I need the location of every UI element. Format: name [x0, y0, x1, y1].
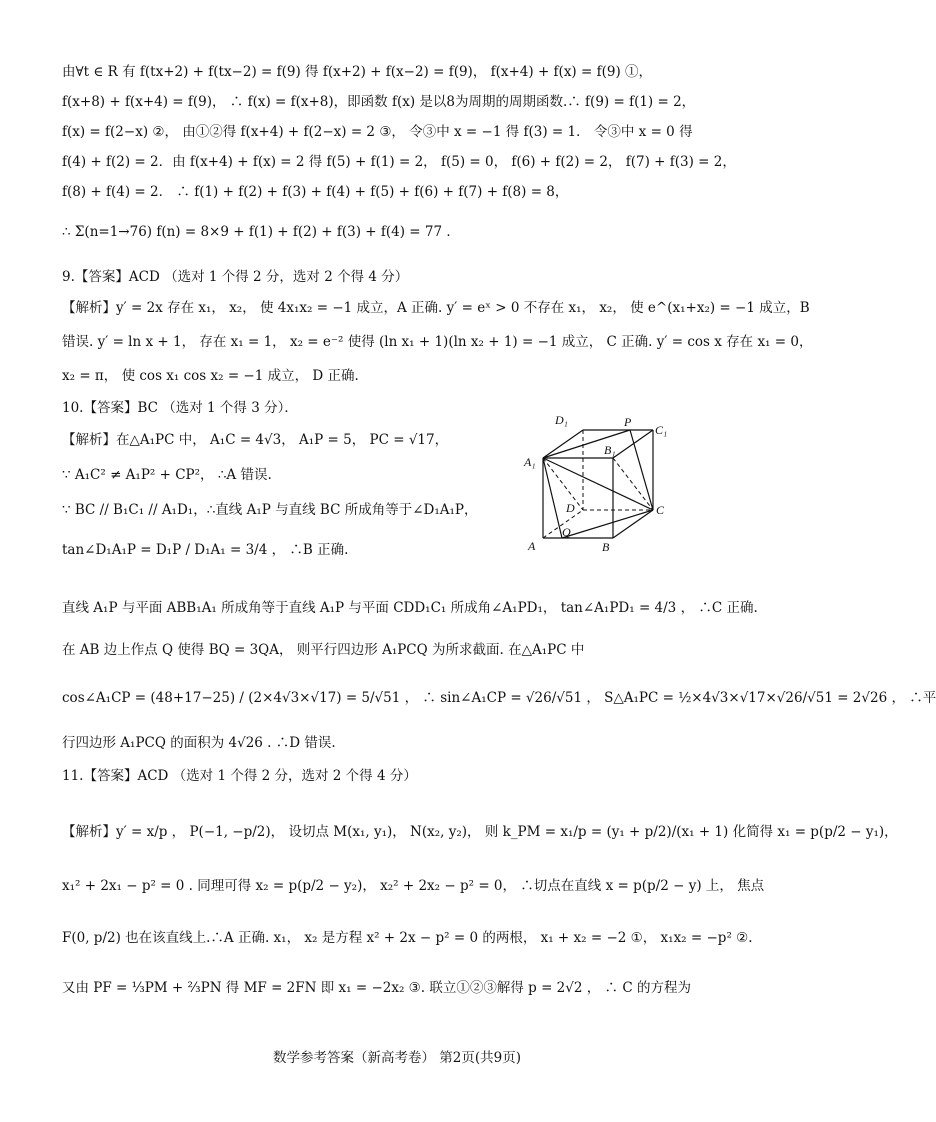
text-line: f(x) = f(2−x) ②， 由①②得 f(x+4) + f(2−x) = 2 ③， 令③中 x = −1 得 f(3) = 1． 令③中 x = 0 得 — [62, 124, 693, 140]
text-line: 【解析】在△A₁PC 中， A₁C = 4√3， A₁P = 5， PC = √17， — [62, 432, 449, 448]
text-line: 由∀t ∈ R 有 f(tx+2) + f(tx−2) = f(9) 得 f(x+2) + f(x−2) = f(9)， f(x+4) + f(x) = f(9) ①， — [62, 64, 652, 80]
text-line: cos∠A₁CP = (48+17−25) / (2×4√3×√17) = 5/√51 ， ∴ sin∠A₁CP = √26/√51 ， S△A₁PC = ½×4√3×√17×√26/√51 = 2√26 ， ∴平 — [62, 690, 936, 706]
label-B: B — [602, 540, 610, 554]
label-A: A — [528, 539, 536, 553]
summation-line: ∴ Σ(n=1→76) f(n) = 8×9 + f(1) + f(2) + f(3) + f(4) = 77 ． — [62, 224, 460, 240]
text-line: 在 AB 边上作点 Q 使得 BQ = 3QA， 则平行四边形 A₁PCQ 为所求截面. 在△A₁PC 中 — [62, 642, 585, 658]
label-D1: D₁ — [555, 413, 568, 427]
text-line: ∵ BC // B₁C₁ // A₁D₁，∴直线 A₁P 与直线 BC 所成角等于∠D₁A₁P， — [62, 502, 478, 518]
text-line: F(0, p/2) 也在该直线上.∴A 正确. x₁， x₂ 是方程 x² + 2x − p² = 0 的两根， x₁ + x₂ = −2 ①， x₁x₂ = −p² ②. — [62, 930, 753, 946]
text-line: tan∠D₁A₁P = D₁P / D₁A₁ = 3/4 ， ∴B 正确. — [62, 542, 349, 558]
answer-9-heading: 9.【答案】ACD （选对 1 个得 2 分，选对 2 个得 4 分） — [62, 269, 409, 285]
text-line: 行四边形 A₁PCQ 的面积为 4√26 . ∴D 错误. — [62, 735, 336, 751]
text-line: f(8) + f(4) = 2． ∴ f(1) + f(2) + f(3) + f(4) + f(5) + f(6) + f(7) + f(8) = 8， — [62, 184, 569, 200]
answer-10-heading: 10.【答案】BC （选对 1 个得 3 分）． — [62, 400, 298, 416]
label-D: D — [566, 501, 575, 515]
text-line: f(x+8) + f(x+4) = f(9)， ∴ f(x) = f(x+8)，即函数 f(x) 是以8为周期的周期函数.∴ f(9) = f(1) = 2， — [62, 94, 696, 110]
cube-diagram — [518, 410, 678, 555]
label-C1: C₁ — [655, 423, 668, 437]
answer-11-heading: 11.【答案】ACD （选对 1 个得 2 分，选对 2 个得 4 分） — [62, 768, 417, 784]
text-line: 直线 A₁P 与平面 ABB₁A₁ 所成角等于直线 A₁P 与平面 CDD₁C₁ 所成角∠A₁PD₁， tan∠A₁PD₁ = 4/3 ， ∴C 正确. — [62, 600, 758, 616]
text-line: x₂ = π， 使 cos x₁ cos x₂ = −1 成立， D 正确. — [62, 368, 359, 384]
text-line: 【解析】y′ = 2x 存在 x₁， x₂， 使 4x₁x₂ = −1 成立，A 正确. y′ = eˣ > 0 不存在 x₁， x₂， 使 e^(x₁+x₂) = −1 成立，B — [62, 300, 810, 316]
text-line: f(4) + f(2) = 2．由 f(x+4) + f(x) = 2 得 f(5) + f(1) = 2， f(5) = 0， f(6) + f(2) = 2， f(7) + f(3) = 2， — [62, 154, 736, 170]
text-line: 【解析】y′ = x/p ， P(−1, −p/2)， 设切点 M(x₁, y₁)， N(x₂, y₂)， 则 k_PM = x₁/p = (y₁ + p/2)/(x₁ + 1) 化简得 x₁ = p(p/2 − y₁)， — [62, 824, 898, 840]
page-footer: 数学参考答案（新高考卷） 第2页(共9页) — [272, 1050, 521, 1066]
text-line: 又由 PF = ⅓PM + ⅔PN 得 MF = 2FN 即 x₁ = −2x₂ ③. 联立①②③解得 p = 2√2 ， ∴ C 的方程为 — [62, 980, 691, 996]
cube-figure — [518, 410, 678, 555]
label-Q: Q — [562, 525, 571, 539]
text-line: 错误. y′ = ln x + 1， 存在 x₁ = 1， x₂ = e⁻² 使得 (ln x₁ + 1)(ln x₂ + 1) = −1 成立， C 正确. y′ = cos x 存在 x₁ = 0， — [62, 334, 813, 350]
label-B1: B₁ — [604, 443, 616, 457]
text-line: x₁² + 2x₁ − p² = 0 . 同理可得 x₂ = p(p/2 − y₂)， x₂² + 2x₂ − p² = 0， ∴切点在直线 x = p(p/2 − y) 上， 焦点 — [62, 878, 765, 894]
label-C: C — [656, 503, 665, 517]
text-line: ∵ A₁C² ≠ A₁P² + CP²， ∴A 错误. — [62, 467, 272, 483]
label-P: P — [624, 415, 632, 429]
label-A1: A₁ — [524, 455, 536, 469]
